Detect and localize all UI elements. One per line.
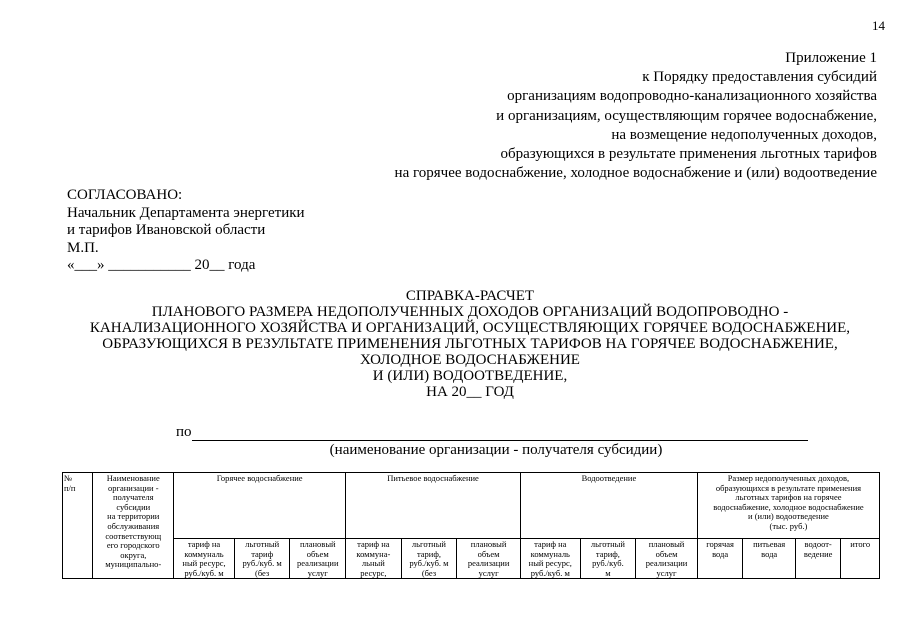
header-text: № bbox=[64, 473, 73, 483]
title-line: ХОЛОДНОЕ ВОДОСНАБЖЕНИЕ bbox=[360, 352, 580, 368]
title-line: КАНАЛИЗАЦИОННОГО ХОЗЯЙСТВА И ОРГАНИЗАЦИЙ, ОСУЩЕСТВЛЯЮЩИХ ГОРЯЧЕЕ ВОДОСНАБЖЕНИЕ, bbox=[89, 320, 851, 336]
title-line: СПРАВКА-РАСЧЕТ bbox=[405, 288, 535, 304]
organization-hint: (наименование организации - получателя субсидии) bbox=[329, 442, 663, 458]
header-text: объем bbox=[477, 548, 500, 559]
organization-underline bbox=[192, 440, 808, 441]
header-text: тариф на bbox=[357, 539, 390, 549]
header-lost-income bbox=[697, 473, 879, 539]
header-hot-planned-volume bbox=[290, 539, 346, 579]
header-text: горячая bbox=[706, 539, 734, 549]
header-waste-tariff bbox=[520, 539, 580, 579]
header-text: тариф, bbox=[416, 548, 441, 559]
header-text: коммуна- bbox=[356, 548, 391, 559]
header-text: (без bbox=[255, 567, 270, 578]
header-text: водоот- bbox=[804, 539, 832, 549]
header-text: плановый bbox=[299, 539, 336, 549]
header-text: руб./куб. м bbox=[242, 558, 282, 569]
header-drink-preferential-tariff bbox=[401, 539, 457, 579]
header-text: льготный bbox=[590, 539, 625, 549]
approval-line: СОГЛАСОВАНО: bbox=[67, 187, 183, 203]
header-text: водоснабжение, холодное водоснабжение bbox=[713, 501, 864, 512]
header-text: тариф на bbox=[187, 539, 221, 549]
approval-block bbox=[67, 187, 367, 275]
header-waste-preferential-tariff bbox=[580, 539, 636, 579]
header-text: (тыс. руб.) bbox=[769, 520, 808, 531]
header-text: коммуналь bbox=[530, 548, 570, 559]
header-text: субсидии bbox=[116, 501, 151, 512]
organization-prefix: по bbox=[176, 424, 192, 440]
header-hot-water: Горячее водоснабжение bbox=[174, 473, 346, 539]
document-title bbox=[70, 288, 870, 400]
header-lost-hot-water bbox=[697, 539, 742, 579]
header-text: Размер недополученных доходов, bbox=[727, 473, 850, 483]
header-lost-drinking-water bbox=[743, 539, 796, 579]
header-number bbox=[63, 473, 93, 579]
header-lost-wastewater bbox=[795, 539, 840, 579]
header-drink-tariff bbox=[346, 539, 402, 579]
header-text: руб./куб. м bbox=[184, 567, 224, 578]
header-drink-planned-volume bbox=[457, 539, 521, 579]
header-text: (без bbox=[421, 567, 437, 578]
approval-date-line: «___» ___________ 20__ года bbox=[67, 257, 256, 274]
header-text: ный ресурс, bbox=[528, 558, 572, 569]
appendix-line: на возмещение недополученных доходов, bbox=[611, 126, 877, 143]
header-lost-total bbox=[841, 539, 880, 579]
header-text: льготный bbox=[411, 539, 446, 549]
header-text: тариф на bbox=[534, 539, 567, 549]
header-text: получателя bbox=[112, 492, 154, 503]
header-text: соответствующ bbox=[105, 530, 162, 541]
title-line: ОБРАЗУЮЩИХСЯ В РЕЗУЛЬТАТЕ ПРИМЕНЕНИЯ ЛЬГОТНЫХ ТАРИФОВ НА ГОРЯЧЕЕ ВОДОСНАБЖЕНИЕ, bbox=[102, 336, 838, 352]
approval-line: и тарифов Ивановской области bbox=[67, 222, 266, 239]
header-text: коммуналь bbox=[184, 548, 224, 559]
approval-line: М.П. bbox=[67, 239, 99, 256]
title-line: И (ИЛИ) ВОДООТВЕДЕНИЕ, bbox=[372, 368, 568, 384]
header-wastewater: Водоотведение bbox=[520, 473, 697, 539]
header-text: муниципально- bbox=[105, 559, 162, 570]
header-text: питьевая bbox=[753, 539, 786, 549]
header-text: руб./куб. м bbox=[530, 567, 570, 578]
header-text: плановый bbox=[648, 539, 685, 549]
header-text: и (или) водоотведение bbox=[748, 511, 829, 522]
header-text: обслуживания bbox=[107, 520, 160, 531]
appendix-header bbox=[317, 49, 877, 183]
header-text: руб./куб. bbox=[592, 558, 624, 569]
header-text: итого bbox=[850, 539, 871, 549]
header-text: организации - bbox=[107, 482, 159, 493]
header-organization bbox=[93, 473, 174, 579]
header-text: образующихся в результате применения bbox=[715, 482, 862, 493]
header-text: вода bbox=[712, 548, 729, 559]
title-line: ПЛАНОВОГО РАЗМЕРА НЕДОПОЛУЧЕННЫХ ДОХОДОВ ОРГАНИЗАЦИЙ ВОДОПРОВОДНО - bbox=[151, 304, 789, 320]
header-hot-preferential-tariff bbox=[234, 539, 290, 579]
header-text: услуг bbox=[307, 567, 328, 578]
organization-name-line bbox=[176, 424, 816, 444]
appendix-line: образующихся в результате применения льготных тарифов bbox=[500, 146, 877, 163]
header-text: реализации bbox=[645, 558, 688, 569]
header-text: услуг bbox=[656, 567, 677, 578]
header-text: льготных тарифов на горячее bbox=[735, 492, 842, 503]
header-waste-planned-volume bbox=[636, 539, 698, 579]
header-text: тариф, bbox=[595, 548, 620, 559]
header-text: услуг bbox=[478, 567, 499, 578]
header-text: плановый bbox=[470, 539, 507, 549]
header-text: округа, bbox=[120, 549, 147, 560]
header-text: ведение bbox=[803, 548, 833, 559]
header-text: его городского bbox=[106, 540, 160, 551]
header-text: реализации bbox=[467, 558, 510, 569]
header-text: льготный bbox=[245, 539, 280, 549]
header-text: м bbox=[605, 567, 611, 578]
header-text: ный ресурс, bbox=[182, 558, 226, 569]
header-text: тариф bbox=[251, 548, 274, 559]
approval-line: Начальник Департамента энергетики bbox=[67, 204, 305, 221]
header-text: ресурс, bbox=[360, 567, 387, 578]
header-text: п/п bbox=[64, 482, 76, 493]
header-text: объем bbox=[655, 548, 678, 559]
header-text: реализации bbox=[296, 558, 339, 569]
appendix-line: на горячее водоснабжение, холодное водоснабжение и (или) водоотведение bbox=[394, 165, 877, 182]
appendix-line: к Порядку предоставления субсидий bbox=[642, 69, 877, 86]
header-hot-tariff bbox=[174, 539, 235, 579]
appendix-line: Приложение 1 bbox=[785, 50, 877, 66]
header-text: объем bbox=[306, 548, 329, 559]
header-text: вода bbox=[761, 548, 778, 559]
header-drinking-water: Питьевое водоснабжение bbox=[346, 473, 521, 539]
calculation-table bbox=[62, 472, 880, 579]
header-text: льный bbox=[361, 558, 385, 569]
appendix-line: и организациям, осуществляющим горячее водоснабжение, bbox=[496, 107, 877, 124]
header-text: руб./куб. м bbox=[409, 558, 449, 569]
header-text: Наименование bbox=[106, 473, 160, 483]
appendix-line: организациям водопроводно-канализационного хозяйства bbox=[507, 88, 877, 105]
header-text: на территории bbox=[107, 511, 160, 522]
page-number: 14 bbox=[872, 18, 885, 33]
title-line: НА 20__ ГОД bbox=[426, 384, 514, 400]
calculation-table-container bbox=[62, 472, 880, 585]
